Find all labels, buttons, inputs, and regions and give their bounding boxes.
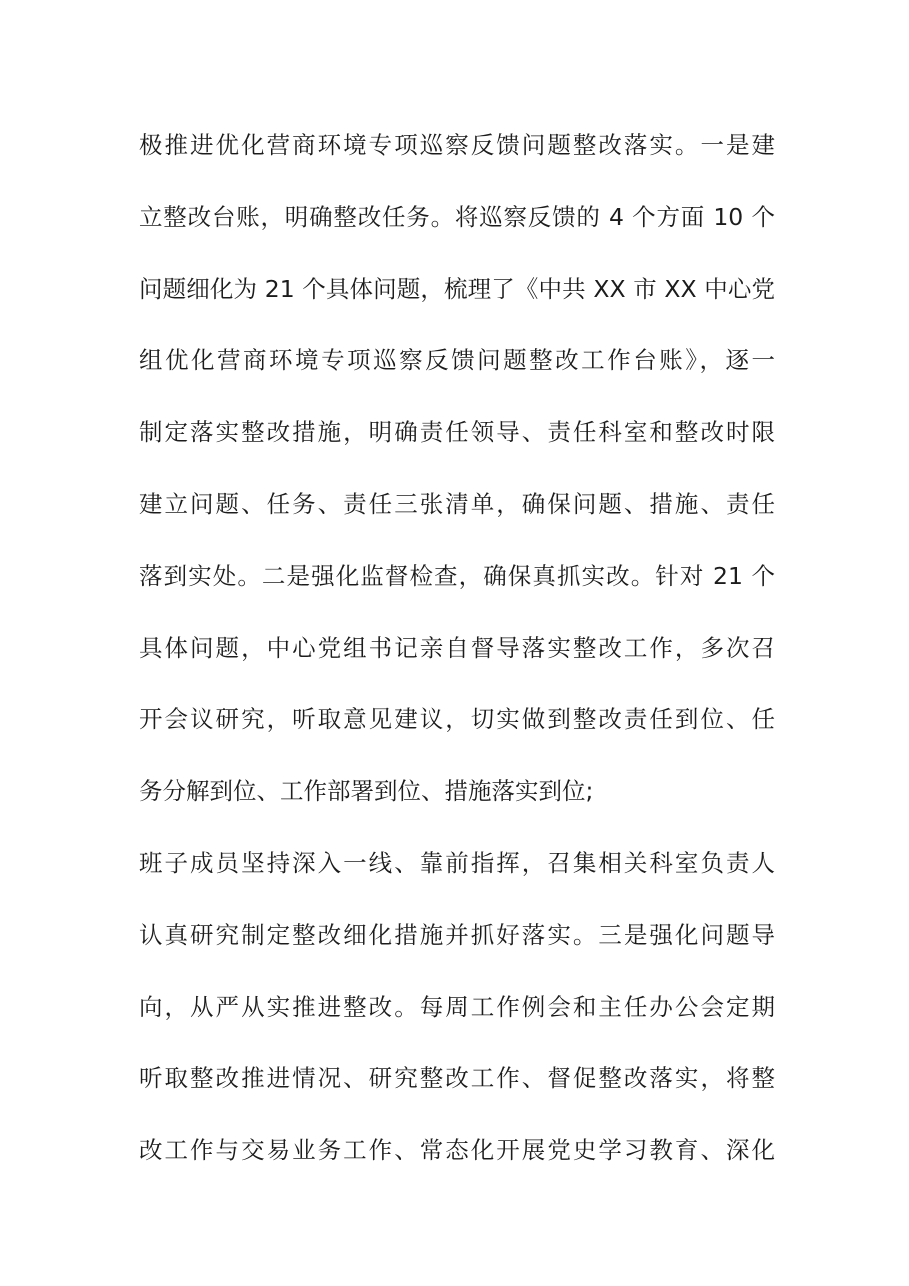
text-line: 改工作与交易业务工作、常态化开展党史学习教育、深化 xyxy=(139,1136,775,1165)
text-line: 制定落实整改措施，明确责任领导、责任科室和整改时限 xyxy=(139,418,775,447)
text-line: 具体问题，中心党组书记亲自督导落实整改工作，多次召 xyxy=(139,633,775,662)
text-line: 务分解到位、工作部署到位、措施落实到位; xyxy=(139,777,594,806)
text-line: 认真研究制定整改细化措施并抓好落实。三是强化问题导 xyxy=(139,920,775,949)
text-line: 极推进优化营商环境专项巡察反馈问题整改落实。一是建 xyxy=(139,131,775,159)
text-line: 向，从严从实推进整改。每周工作例会和主任办公会定期 xyxy=(139,992,775,1021)
text-line: 落到实处。二是强化监督检查，确保真抓实改。针对 21 个 xyxy=(139,561,775,590)
text-line: 立整改台账，明确整改任务。将巡察反馈的 4 个方面 10 个 xyxy=(139,202,775,231)
text-line: 问题细化为 21 个具体问题，梳理了《中共 XX 市 XX 中心党 xyxy=(139,274,775,303)
text-line: 班子成员坚持深入一线、靠前指挥，召集相关科室负责人 xyxy=(139,848,775,877)
text-line: 听取整改推进情况、研究整改工作、督促整改落实，将整 xyxy=(139,1064,775,1093)
body-text xyxy=(139,123,775,1200)
text-line: 开会议研究，听取意见建议，切实做到整改责任到位、任 xyxy=(139,705,775,734)
text-line: 建立问题、任务、责任三张清单，确保问题、措施、责任 xyxy=(139,489,775,518)
text-line: 组优化营商环境专项巡察反馈问题整改工作台账》，逐一 xyxy=(139,346,775,375)
